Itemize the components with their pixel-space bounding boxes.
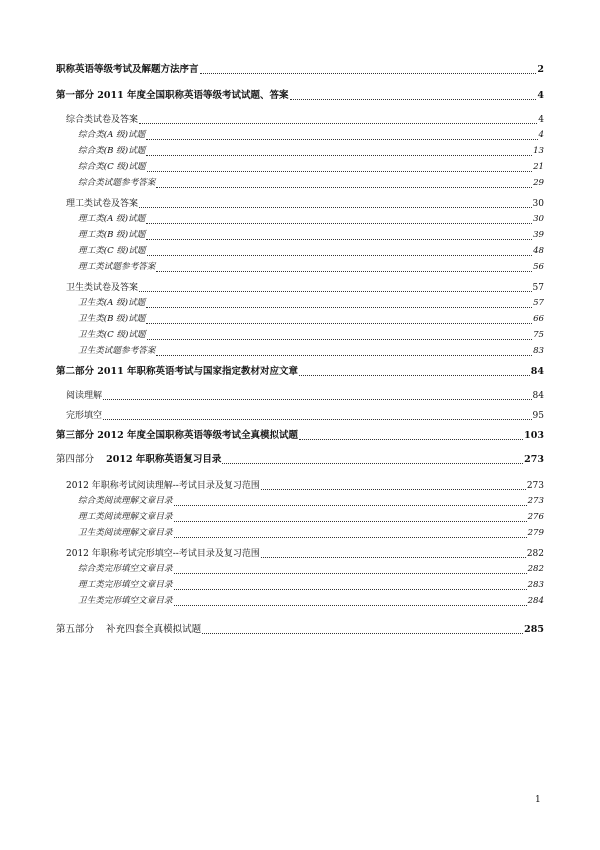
toc-entry-page: 66 [533,314,544,324]
dot-leader [147,339,532,340]
dot-leader [139,207,532,208]
toc-entry-page: 29 [533,178,544,188]
toc-entry-title: 综合类试卷及答案 [66,115,139,125]
dot-leader [156,271,532,272]
toc-entry-title: 2012 年职称英语复习目录 [106,454,222,465]
toc-entry-page: 57 [533,298,544,308]
dot-leader [261,557,526,558]
toc-entry-page: 13 [533,146,544,156]
toc-entry-cloze-weisheng[interactable] [56,593,544,609]
toc-entry-page: 103 [524,430,544,441]
toc-entry-title: 完形填空 [66,411,103,421]
dot-leader [202,633,523,634]
toc-entry-title: 理工类(C 级)试题 [78,246,146,256]
dot-leader [103,419,532,420]
toc-entry-page: 21 [533,162,544,172]
toc-entry-prefix: 第四部分 [56,454,95,465]
dot-leader [146,155,532,156]
table-of-contents [56,63,544,637]
toc-entry-title: 职称英语等级考试及解题方法序言 [56,64,199,75]
toc-entry-ligong-b[interactable] [56,227,544,243]
toc-entry-title: 2012 年职称考试完形填空--考试目录及复习范围 [66,549,260,559]
dot-leader [290,99,537,100]
toc-entry-cloze[interactable] [56,409,544,423]
toc-entry-zonghe[interactable] [56,113,544,127]
dot-leader [146,139,537,140]
toc-entry-reading-weisheng[interactable] [56,525,544,541]
toc-entry-page: 283 [527,580,544,590]
dot-leader [261,489,526,490]
toc-entry-page: 30 [533,214,544,224]
toc-entry-title: 理工类试题参考答案 [78,262,156,272]
toc-entry-part1[interactable] [56,89,544,103]
toc-entry-page: 273 [524,454,544,465]
dot-leader [146,223,532,224]
toc-entry-title: 理工类阅读理解文章目录 [78,512,173,522]
toc-entry-page: 39 [533,230,544,240]
toc-entry-reading-zonghe[interactable] [56,493,544,509]
toc-entry-ligong-c[interactable] [56,243,544,259]
toc-entry-page: 2 [537,64,544,75]
toc-entry-reading-ligong[interactable] [56,509,544,525]
toc-entry-page: 276 [527,512,544,522]
toc-entry-title: 综合类(B 级)试题 [78,146,146,156]
page-number: 1 [535,795,541,805]
toc-entry-part3[interactable] [56,429,544,443]
dot-leader [174,589,527,590]
dot-leader [174,521,527,522]
toc-entry-weisheng-answers[interactable] [56,343,544,359]
toc-entry-title: 第一部分 2011 年度全国职称英语等级考试试题、答案 [56,90,289,101]
toc-entry-page: 282 [527,564,544,574]
toc-entry-zonghe-b[interactable] [56,143,544,159]
toc-entry-cloze-zonghe[interactable] [56,561,544,577]
dot-leader [146,307,532,308]
toc-entry-ligong[interactable] [56,197,544,211]
toc-entry-page: 48 [533,246,544,256]
toc-entry-prefix: 第五部分 [56,624,95,635]
toc-entry-reading[interactable] [56,389,544,403]
toc-entry-page: 285 [524,624,544,635]
toc-entry-title: 理工类(A 级)试题 [78,214,146,224]
toc-entry-title: 2012 年职称考试阅读理解--考试目录及复习范围 [66,481,260,491]
dot-leader [139,123,537,124]
toc-entry-ligong-a[interactable] [56,211,544,227]
toc-entry-part5[interactable] [56,623,544,637]
toc-entry-title: 阅读理解 [66,391,103,401]
toc-entry-page: 75 [533,330,544,340]
dot-leader [146,239,532,240]
toc-entry-page: 83 [533,346,544,356]
toc-entry-zonghe-c[interactable] [56,159,544,175]
toc-entry-page: 273 [526,481,544,491]
toc-entry-title: 理工类(B 级)试题 [78,230,146,240]
toc-entry-page: 84 [532,391,544,401]
dot-leader [156,187,532,188]
dot-leader [103,399,532,400]
toc-entry-zonghe-a[interactable] [56,127,544,143]
toc-entry-title: 第三部分 2012 年度全国职称英语等级考试全真模拟试题 [56,430,299,441]
toc-entry-page: 273 [527,496,544,506]
dot-leader [147,255,532,256]
dot-leader [174,605,527,606]
toc-entry-page: 282 [526,549,544,559]
toc-entry-page: 284 [527,596,544,606]
toc-entry-page: 30 [532,199,544,209]
toc-entry-page: 56 [533,262,544,272]
toc-entry-page: 4 [538,130,544,140]
toc-entry-weisheng-a[interactable] [56,295,544,311]
toc-entry-title: 综合类完形填空文章目录 [78,564,173,574]
toc-entry-title: 补充四套全真模拟试题 [106,624,202,635]
dot-leader [299,375,530,376]
dot-leader [200,73,537,74]
toc-entry-title: 卫生类试卷及答案 [66,283,139,293]
dot-leader [174,505,527,506]
toc-entry-ligong-answers[interactable] [56,259,544,275]
dot-leader [139,291,532,292]
toc-entry-preface[interactable] [56,63,544,77]
dot-leader [146,323,532,324]
toc-entry-page: 95 [532,411,544,421]
toc-entry-part4[interactable] [56,453,544,467]
toc-entry-title: 综合类试题参考答案 [78,178,156,188]
toc-entry-page: 279 [527,528,544,538]
toc-entry-weisheng-c[interactable] [56,327,544,343]
toc-entry-weisheng[interactable] [56,281,544,295]
toc-entry-page: 84 [530,366,544,377]
toc-entry-title: 卫生类阅读理解文章目录 [78,528,173,538]
toc-entry-cloze-review[interactable] [56,547,544,561]
toc-entry-title: 卫生类(A 级)试题 [78,298,146,308]
dot-leader [156,355,532,356]
toc-entry-page: 4 [537,90,544,101]
toc-entry-title: 综合类(C 级)试题 [78,162,146,172]
toc-entry-page: 4 [538,115,544,125]
toc-entry-reading-review[interactable] [56,479,544,493]
toc-entry-title: 卫生类完形填空文章目录 [78,596,173,606]
toc-entry-title: 理工类完形填空文章目录 [78,580,173,590]
dot-leader [222,463,523,464]
toc-entry-part2[interactable] [56,365,544,379]
toc-entry-page: 57 [532,283,544,293]
dot-leader [299,439,523,440]
toc-entry-cloze-ligong[interactable] [56,577,544,593]
toc-entry-title: 理工类试卷及答案 [66,199,139,209]
toc-entry-weisheng-b[interactable] [56,311,544,327]
toc-entry-title: 卫生类(C 级)试题 [78,330,146,340]
toc-entry-title: 卫生类(B 级)试题 [78,314,146,324]
dot-leader [147,171,532,172]
dot-leader [174,573,527,574]
toc-entry-title: 卫生类试题参考答案 [78,346,156,356]
toc-entry-title: 综合类(A 级)试题 [78,130,146,140]
toc-entry-title: 第二部分 2011 年职称英语考试与国家指定教材对应文章 [56,366,299,377]
toc-entry-zonghe-answers[interactable] [56,175,544,191]
dot-leader [174,537,527,538]
toc-entry-title: 综合类阅读理解文章目录 [78,496,173,506]
